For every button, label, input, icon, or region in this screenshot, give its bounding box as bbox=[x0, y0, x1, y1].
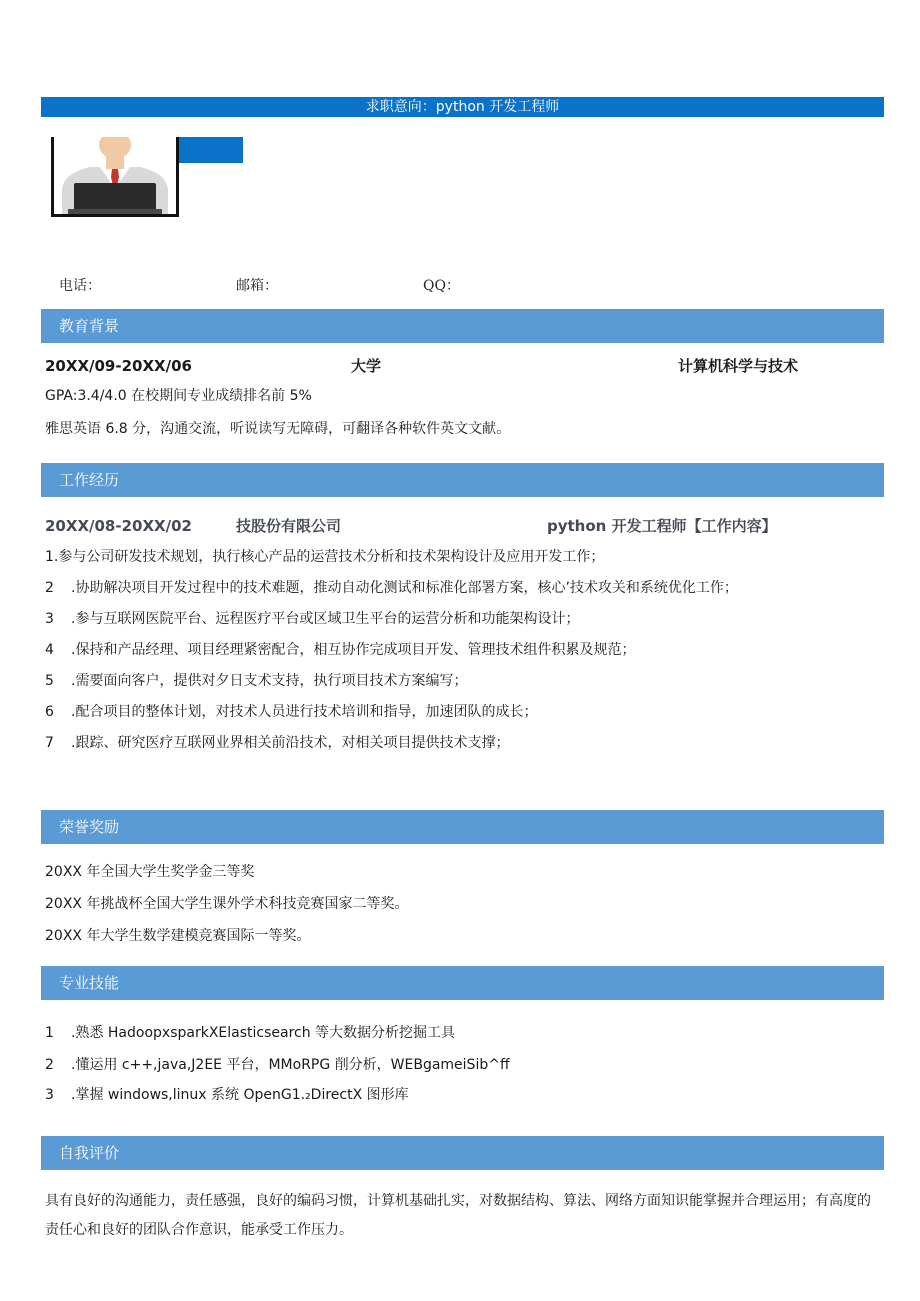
profile-photo bbox=[51, 137, 179, 217]
work-item bbox=[45, 609, 579, 629]
skill-item-text: .熟悉 HadoopxsparkXElasticsearch 等大数据分析挖掘工具 bbox=[71, 1025, 456, 1041]
section-self-eval-title: 自我评价 bbox=[59, 1144, 120, 1162]
skill-item-num: 3 bbox=[45, 1087, 54, 1103]
work-item-num: 6 bbox=[45, 704, 54, 720]
photo-accent-bar bbox=[179, 137, 243, 163]
work-item-num: 1. bbox=[45, 549, 59, 565]
section-skills-title: 专业技能 bbox=[59, 974, 120, 992]
section-work bbox=[41, 463, 884, 497]
work-item bbox=[45, 702, 537, 722]
work-item-num: 5 bbox=[45, 673, 54, 689]
honor-line: 20XX 年全国大学生奖学金三等奖 bbox=[45, 864, 255, 880]
skill-item bbox=[45, 1085, 409, 1105]
work-item-num: 4 bbox=[45, 642, 54, 658]
skill-item-num: 2 bbox=[45, 1057, 54, 1073]
work-item bbox=[45, 578, 738, 598]
section-honors-title: 荣誉奖励 bbox=[59, 818, 120, 836]
work-position: python 开发工程师【工作内容】 bbox=[547, 517, 777, 535]
skill-item bbox=[45, 1055, 510, 1075]
skill-item bbox=[45, 1023, 455, 1043]
work-item-text: .保持和产品经理、项目经理紧密配合，相互协作完成项目开发、管理技术组件积累及规范； bbox=[71, 642, 636, 658]
work-item-text: .协助解决项目开发过程中的技术难题，推动自动化测试和标准化部署方案，核心’技术攻关和系统优化工作； bbox=[71, 580, 738, 596]
work-item-text: .参与互联网医院平台、远程医疗平台或区域卫生平台的运营分析和功能架构设计； bbox=[71, 611, 580, 627]
skill-item-text: .懂运用 c++,java,J2EE 平台，MMoRPG 削分析，WEBgameiSib^ff bbox=[71, 1057, 510, 1073]
education-school: 大学 bbox=[351, 357, 382, 375]
work-item-text: .跟踪、研究医疗互联网业界相关前沿技术，对相关项目提供技术支撑； bbox=[71, 735, 510, 751]
work-item-num: 3 bbox=[45, 611, 54, 627]
section-work-title: 工作经历 bbox=[59, 471, 120, 489]
honor-line: 20XX 年大学生数学建模竞赛国际一等奖。 bbox=[45, 928, 311, 944]
education-date: 20XX/09-20XX/06 bbox=[45, 357, 192, 375]
phone-label: 电话： bbox=[59, 278, 101, 294]
qq-label: QQ： bbox=[423, 278, 460, 294]
honor-line: 20XX 年挑战杯全国大学生课外学术科技竞赛国家二等奖。 bbox=[45, 896, 409, 912]
self-eval-text: 具有良好的沟通能力，责任感强，良好的编码习惯，计算机基础扎实，对数据结构、算法、网络方面知识能掌握并合理运用；有高度的责任心和良好的团队合作意识，能承受工作压力。 bbox=[45, 1193, 871, 1238]
work-item-num: 2 bbox=[45, 580, 54, 596]
work-item bbox=[45, 640, 635, 660]
work-item-num: 7 bbox=[45, 735, 54, 751]
section-education-title: 教育背景 bbox=[59, 317, 120, 335]
work-item bbox=[45, 671, 467, 691]
work-item-text: .配合项目的整体计划，对技术人员进行技术培训和指导，加速团队的成长； bbox=[71, 704, 538, 720]
work-company: 技股份有限公司 bbox=[236, 517, 342, 535]
section-education bbox=[41, 309, 884, 343]
section-self-eval bbox=[41, 1136, 884, 1170]
work-item bbox=[45, 547, 604, 567]
work-item bbox=[45, 733, 509, 753]
education-major: 计算机科学与技术 bbox=[678, 357, 799, 375]
skill-item-num: 1 bbox=[45, 1025, 54, 1041]
work-item-text: .需要面向客户，提供对夕日支术支持，执行项目技术方案编写； bbox=[71, 673, 468, 689]
skill-item-text: .掌握 windows,linux 系统 OpenG1.₂DirectX 图形库 bbox=[71, 1087, 409, 1103]
job-intent-banner: 求职意向：python 开发工程师 bbox=[41, 97, 884, 117]
education-line: 雅思英语 6.8 分，沟通交流，听说读写无障碍，可翻译各种软件英文文献。 bbox=[45, 421, 511, 437]
work-item-text: 参与公司研发技术规划，执行核心产品的运营技术分析和技术架构设计及应用开发工作； bbox=[58, 549, 605, 565]
section-skills bbox=[41, 966, 884, 1000]
section-honors bbox=[41, 810, 884, 844]
work-date: 20XX/08-20XX/02 bbox=[45, 517, 192, 535]
person-avatar-icon bbox=[54, 137, 176, 214]
email-label: 邮箱： bbox=[236, 278, 278, 294]
education-line: GPA:3.4/4.0 在校期间专业成绩排名前 5% bbox=[45, 388, 312, 404]
